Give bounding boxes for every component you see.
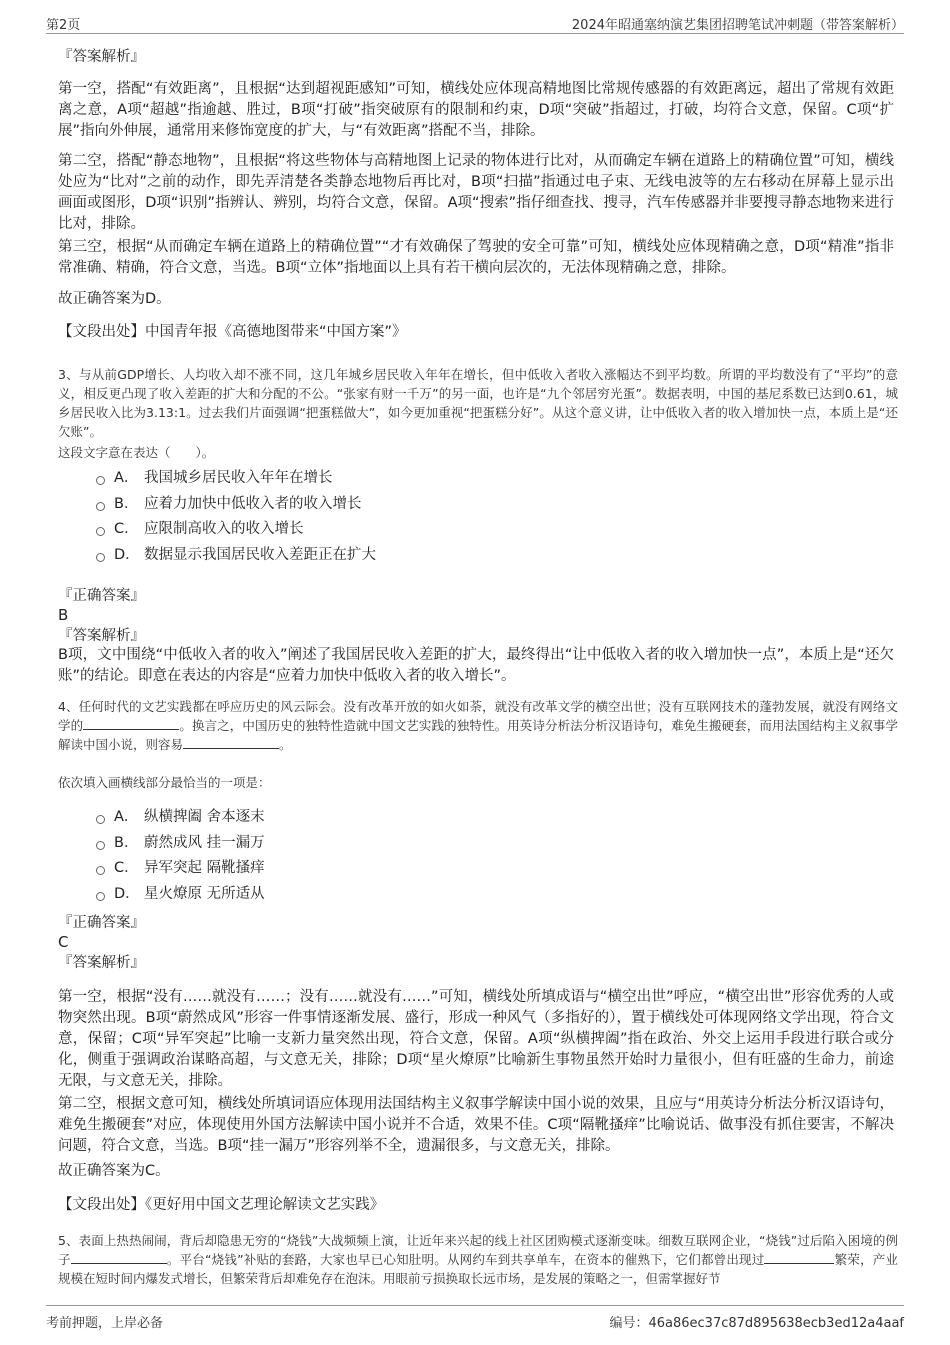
radio-icon[interactable] bbox=[96, 527, 105, 536]
q4-blank-1[interactable] bbox=[83, 716, 179, 730]
q3-correct-answer: B bbox=[58, 606, 69, 624]
q5-stem: 5、表面上热热闹闹，背后却隐患无穷的“烧钱”大战频频上演，让近年来兴起的线上社区团购模式逐渐变味。细数互联网企业，“烧钱”过后陷入困境的例子 。平台“烧钱”补贴的套路，大家也早已心知肚明。从网约车到共享单车，在资本的催熟下，它们都曾出现过 繁荣，产业规模在短时间内爆发式增长，但繁荣背后却难免存在泡沫。用眼前亏损换取长远市场，是发展的策略之一，但需掌握好节 bbox=[58, 1233, 898, 1286]
q3-option-c[interactable]: C． 应限制高收入的收入增长 bbox=[96, 518, 304, 540]
q3-option-b[interactable]: B． 应着力加快中低收入者的收入增长 bbox=[96, 493, 362, 515]
q3-prompt: 这段文字意在表达（ ）。 bbox=[58, 445, 215, 460]
document-title: 2024年昭通塞纳演艺集团招聘笔试冲刺题（带答案解析） bbox=[571, 18, 904, 33]
q4-option-d[interactable]: D． 星火燎原 无所适从 bbox=[96, 883, 265, 905]
footer-motto: 考前押题，上岸必备 bbox=[46, 1316, 164, 1331]
q3-option-d[interactable]: D． 数据显示我国居民收入差距正在扩大 bbox=[96, 544, 376, 566]
q4-option-c[interactable]: C． 异军突起 隔靴搔痒 bbox=[96, 857, 265, 879]
q4-analysis-para2: 第二空，根据文意可知，横线处所填词语应体现用法国结构主义叙事学解读中国小说的效果，且应与“用英诗分析法分析汉语诗句，难免生搬硬套”对应，体现使用外国方法解读中国小说并不合适，效果不佳。C项“隔靴搔痒”比喻说话、做事没有抓住要害，不解决问题，符合文意，当选。B项“挂一漏万”形容列举不全，遗漏很多，与文意无关，排除。 bbox=[58, 1096, 894, 1154]
q4-stem: 4、任何时代的文艺实践都在呼应历史的风云际会。没有改革开放的如火如荼，就没有改革文学的横空出世；没有互联网技术的蓬勃发展，就没有网络文学的 。换言之，中国历史的独特性造就中国文艺实践的独特性。用英诗分析法分析汉语诗句，难免生搬硬套，而用法国结构主义叙事学解读中国小说，则容易 。 bbox=[58, 699, 898, 752]
q4-option-b[interactable]: B． 蔚然成风 挂一漏万 bbox=[96, 832, 265, 854]
q4-analysis-para1: 第一空，根据“没有……就没有……；没有……就没有……”可知，横线处所填成语与“横空出世”呼应，“横空出世”形容优秀的人或物突然出现。B项“蔚然成风”形容一件事情逐渐发展、盛行，形成一种风气（多指好的），置于横线处可体现网络文学出现，符合文意，保留；C项“异军突起”比喻一支新力量突然出现，符合文意，保留。A项“纵横捭阖”指在政治、外交上运用手段进行联合或分化，侧重于强调政治谋略高超，与文意无关，排除；D项“星火燎原”比喻新生事物虽然开始时力量很小，但有旺盛的生命力，前途无限，与文意无关，排除。 bbox=[58, 989, 894, 1089]
q2-analysis-para2: 第二空，搭配“静态地物”，且根据“将这些物体与高精地图上记录的物体进行比对，从而确定车辆在道路上的精确位置”可知，横线处应为“比对”之前的动作，即先弄清楚各类静态地物后再比对，B项“扫描”指通过电子束、无线电波等的左右移动在屏幕上显示出画面或图形，D项“识别”指辨认、辨别，均符合文意，保留。A项“搜索”指仔细查找、搜寻，汽车传感器并非要搜寻静态地物来进行比对，排除。 bbox=[58, 153, 894, 232]
q2-analysis-label: 『答案解析』 bbox=[58, 49, 145, 65]
q4-blank-2[interactable] bbox=[183, 735, 279, 749]
page-number: 第2页 bbox=[46, 18, 81, 33]
q4-correct-label: 『正确答案』 bbox=[58, 915, 145, 931]
q3-correct-label: 『正确答案』 bbox=[58, 588, 145, 604]
q2-conclusion: 故正确答案为D。 bbox=[58, 291, 171, 307]
radio-icon[interactable] bbox=[96, 892, 105, 901]
q3-stem: 3、与从前GDP增长、人均收入却不涨不同，这几年城乡居民收入年年在增长，但中低收入者收入涨幅达不到平均数。所谓的平均数没有了“平均”的意义，相反更凸现了收入差距的扩大和分配的不公。“张家有财一千万”的另一面，也许是“九个邻居穷光蛋”。数据表明，中国的基尼系数已达到0.61，城乡居民收入比为3.13:1。过去我们片面强调“把蛋糕做大”，如今更加重视“把蛋糕分好”。从这个意义讲，让中低收入者的收入增加快一点，本质上是“还欠账”。 bbox=[58, 367, 898, 439]
q5-blank-1[interactable] bbox=[71, 1250, 167, 1264]
q4-prompt: 依次填入画横线部分最恰当的一项是： bbox=[58, 775, 271, 790]
page-footer bbox=[46, 1305, 904, 1329]
q2-source: 【文段出处】中国青年报《高德地图带来“中国方案”》 bbox=[58, 324, 407, 340]
q4-option-a[interactable]: A． 纵横捭阖 舍本逐末 bbox=[96, 806, 265, 828]
radio-icon[interactable] bbox=[96, 866, 105, 875]
q5-blank-2[interactable] bbox=[764, 1250, 834, 1264]
q2-analysis-para3: 第三空，根据“从而确定车辆在道路上的精确位置”“才有效确保了驾驶的安全可靠”可知，横线处应体现精确之意，D项“精准”指非常准确、精确，符合文意，当选。B项“立体”指地面以上具有若干横向层次的，无法体现精确之意，排除。 bbox=[58, 239, 894, 276]
q4-conclusion: 故正确答案为C。 bbox=[58, 1163, 170, 1179]
radio-icon[interactable] bbox=[96, 476, 105, 485]
radio-icon[interactable] bbox=[96, 841, 105, 850]
page-header bbox=[46, 12, 904, 34]
document-code: 编号：46a86ec37c87d895638ecb3ed12a4aaf bbox=[609, 1316, 904, 1331]
radio-icon[interactable] bbox=[96, 553, 105, 562]
radio-icon[interactable] bbox=[96, 502, 105, 511]
q3-option-a[interactable]: A． 我国城乡居民收入年年在增长 bbox=[96, 467, 333, 489]
radio-icon[interactable] bbox=[96, 815, 105, 824]
q3-analysis-label: 『答案解析』 bbox=[58, 628, 145, 644]
q2-analysis-para1: 第一空，搭配“有效距离”，且根据“达到超视距感知”可知，横线处应体现高精地图比常规传感器的有效距离远，超出了常规有效距离之意，A项“超越”指逾越、胜过，B项“打破”指突破原有的限制和约束，D项“突破”指超过，打破，均符合文意，保留。C项“扩展”指向外伸展，通常用来修饰宽度的扩大，与“有效距离”搭配不当，排除。 bbox=[58, 81, 894, 139]
q4-source: 【文段出处】《更好用中国文艺理论解读文艺实践》 bbox=[58, 1197, 385, 1213]
q4-analysis-label: 『答案解析』 bbox=[58, 955, 145, 971]
q4-correct-answer: C bbox=[58, 933, 69, 951]
q3-analysis: B项，文中围绕“中低收入者的收入”阐述了我国居民收入差距的扩大，最终得出“让中低收入者的收入增加快一点”，本质上是“还欠账”的结论。即意在表达的内容是“应着力加快中低收入者的收入增长”。 bbox=[58, 647, 894, 684]
